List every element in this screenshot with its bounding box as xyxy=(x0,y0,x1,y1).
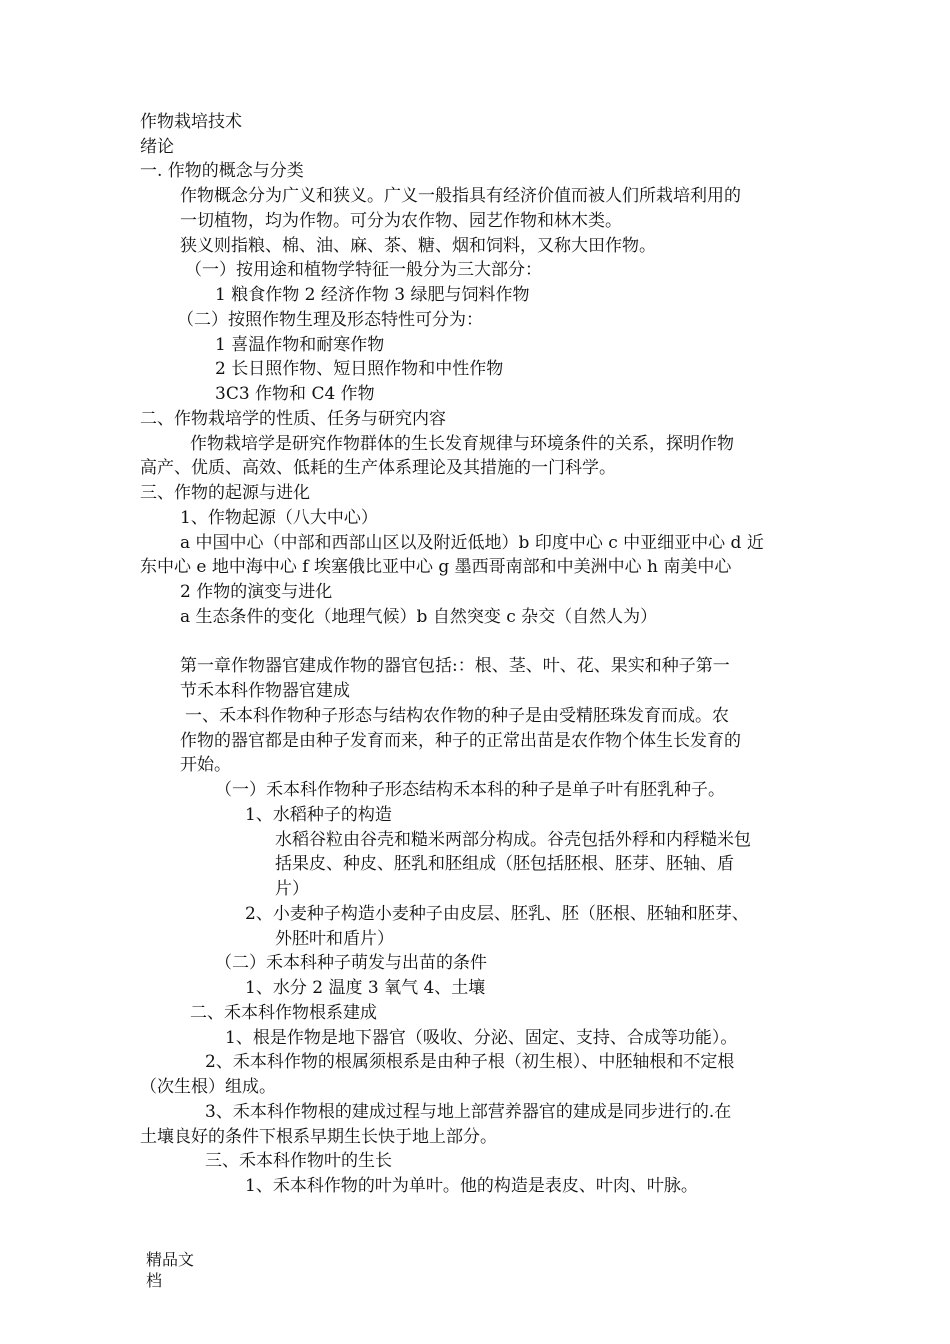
paragraph-line: 作物的器官都是由种子发育而来，种子的正常出苗是农作物个体生长发育的 xyxy=(180,731,741,751)
paragraph-line: 片） xyxy=(275,879,309,899)
footer-watermark-line: 档 xyxy=(146,1271,163,1290)
subheading: 1、作物起源（八大中心） xyxy=(180,508,378,528)
subheading: 1、水稻种子的构造 xyxy=(245,805,392,825)
subheading: 二、禾本科作物根系建成 xyxy=(190,1003,377,1023)
paragraph-line: 狭义则指粮、棉、油、麻、茶、糖、烟和饲料，又称大田作物。 xyxy=(180,236,656,256)
paragraph-line: a 生态条件的变化（地理气候）b 自然突变 c 杂交（自然人为） xyxy=(180,607,658,627)
chapter-heading: 第一章作物器官建成作物的器官包括:：根、茎、叶、花、果实和种子第一 xyxy=(180,656,730,676)
paragraph-line: 3、禾本科作物根的建成过程与地上部营养器官的建成是同步进行的.在 xyxy=(205,1102,732,1122)
paragraph-line: 2、小麦种子构造小麦种子由皮层、胚乳、胚（胚根、胚轴和胚芽、 xyxy=(245,904,749,924)
paragraph-line: 2、禾本科作物的根属须根系是由种子根（初生根）、中胚轴根和不定根 xyxy=(205,1052,735,1072)
section-heading: 三、作物的起源与进化 xyxy=(140,483,310,503)
paragraph-line: 东中心 e 地中海中心 f 埃塞俄比亚中心 g 墨西哥南部和中美洲中心 h 南美中心 xyxy=(140,557,732,577)
subheading: （一）禾本科作物种子形态结构禾本科的种子是单子叶有胚乳种子。 xyxy=(215,780,725,800)
list-item: 1 粮食作物 2 经济作物 3 绿肥与饲料作物 xyxy=(215,285,530,305)
paragraph-line: 括果皮、种皮、胚乳和胚组成（胚包括胚根、胚芽、胚轴、盾 xyxy=(275,854,734,874)
paragraph-line: 外胚叶和盾片） xyxy=(275,929,394,949)
section-heading: 绪论 xyxy=(140,137,174,157)
paragraph-line: 作物概念分为广义和狭义。广义一般指具有经济价值而被人们所栽培利用的 xyxy=(180,186,741,206)
paragraph-line: 高产、优质、高效、低耗的生产体系理论及其措施的一门科学。 xyxy=(140,458,616,478)
paragraph-line: （次生根）组成。 xyxy=(140,1077,276,1097)
subheading: （二）按照作物生理及形态特性可分为： xyxy=(177,310,483,330)
list-item: 1 喜温作物和耐寒作物 xyxy=(215,335,385,355)
paragraph-line: 一切植物，均为作物。可分为农作物、园艺作物和林木类。 xyxy=(180,211,622,231)
section-heading: 二、作物栽培学的性质、任务与研究内容 xyxy=(140,409,446,429)
paragraph-line: 开始。 xyxy=(180,755,231,775)
list-item: 2 长日照作物、短日照作物和中性作物 xyxy=(215,359,504,379)
doc-title: 作物栽培技术 xyxy=(140,112,242,132)
footer-watermark-line: 精品文 xyxy=(146,1250,195,1269)
paragraph-line: 1、根是作物是地下器官（吸收、分泌、固定、支持、合成等功能）。 xyxy=(225,1028,738,1048)
paragraph-line: 水稻谷粒由谷壳和糙米两部分构成。谷壳包括外稃和内稃糙米包 xyxy=(275,830,751,850)
paragraph-line: 作物栽培学是研究作物群体的生长发育规律与环境条件的关系，探明作物 xyxy=(190,434,734,454)
list-item: 1、水分 2 温度 3 氧气 4、土壤 xyxy=(245,978,486,998)
subheading: 2 作物的演变与进化 xyxy=(180,582,333,602)
subheading: 三、禾本科作物叶的生长 xyxy=(205,1151,392,1171)
paragraph-line: 土壤良好的条件下根系早期生长快于地上部分。 xyxy=(140,1127,497,1147)
paragraph-line: 一、禾本科作物种子形态与结构农作物的种子是由受精胚珠发育而成。农 xyxy=(185,706,729,726)
section-heading: 一. 作物的概念与分类 xyxy=(140,161,304,181)
list-item: 3C3 作物和 C4 作物 xyxy=(215,384,375,404)
paragraph-line: 1、禾本科作物的叶为单叶。他的构造是表皮、叶肉、叶脉。 xyxy=(245,1176,698,1196)
chapter-heading: 节禾本科作物器官建成 xyxy=(180,681,350,701)
subheading: （二）禾本科种子萌发与出苗的条件 xyxy=(215,953,487,973)
paragraph-line: a 中国中心（中部和西部山区以及附近低地）b 印度中心 c 中亚细亚中心 d 近 xyxy=(180,533,764,553)
subheading: （一）按用途和植物学特征一般分为三大部分： xyxy=(185,260,542,280)
